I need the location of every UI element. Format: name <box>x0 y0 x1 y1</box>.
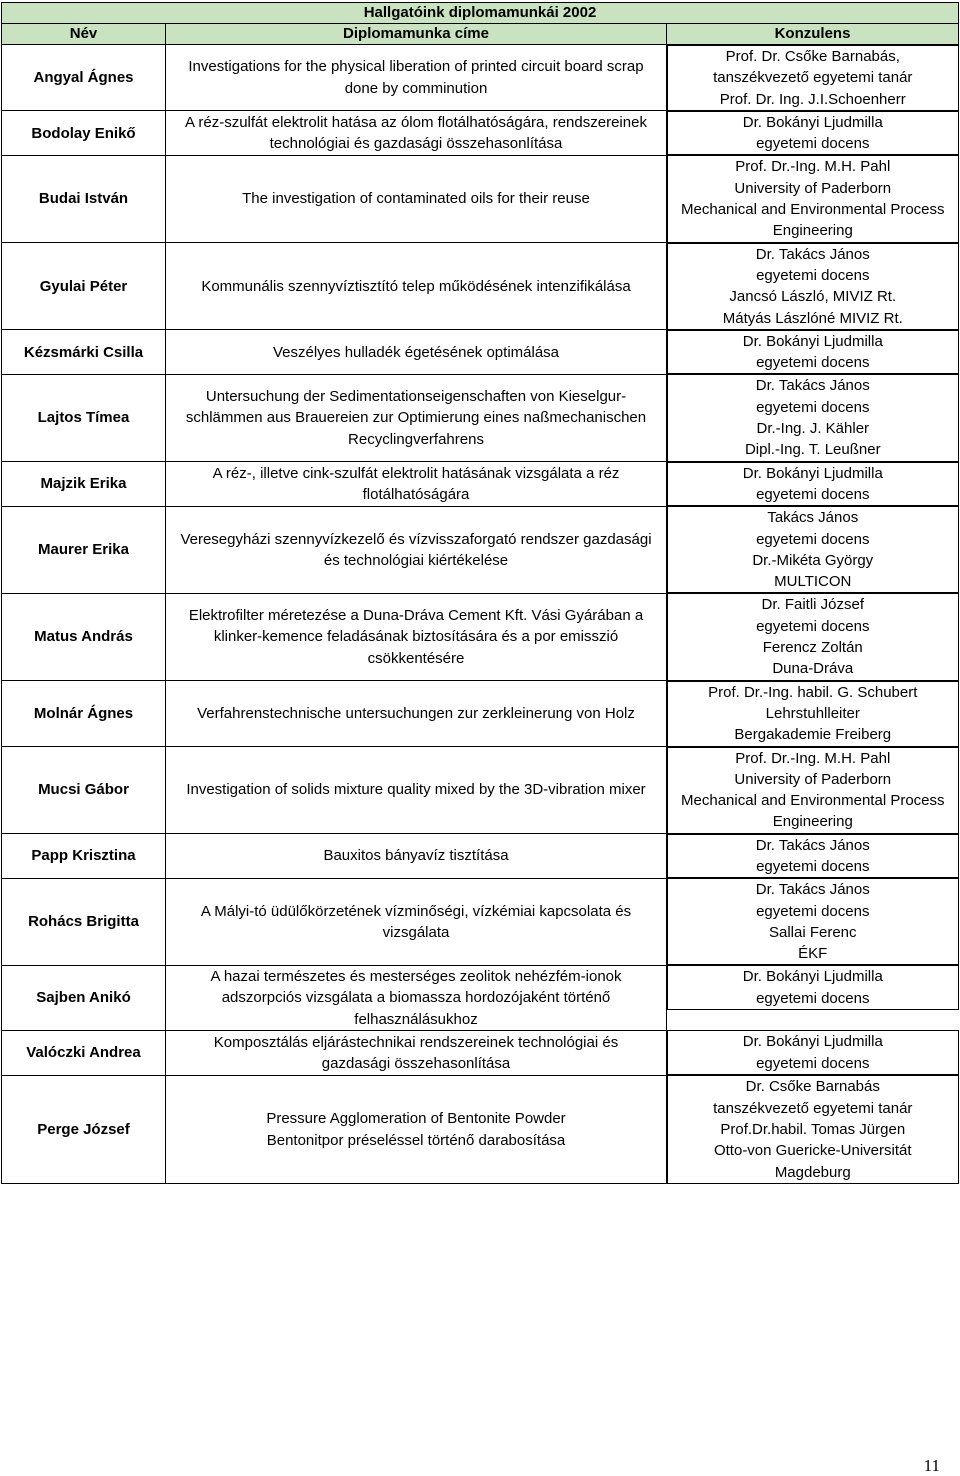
table-header-row <box>2 24 959 45</box>
thesis-title: Veresegyházi szennyvízkezelő és vízvisszaforgató rendszer gazdasági és technológiai kiértékelése <box>166 506 667 593</box>
thesis-table <box>1 2 959 1184</box>
student-name: Lajtos Tímea <box>2 374 166 461</box>
consultant-name: Dr. Bokányi Ljudmilla egyetemi docens <box>667 330 959 375</box>
student-name: Mucsi Gábor <box>2 747 166 834</box>
table-row <box>2 834 959 879</box>
table-row <box>2 506 959 593</box>
table-row <box>2 330 959 375</box>
table-row <box>2 462 959 507</box>
table-row <box>2 155 959 242</box>
table-row <box>2 374 959 461</box>
student-name: Matus András <box>2 593 166 680</box>
table-body <box>2 45 959 1184</box>
student-name: Gyulai Péter <box>2 243 166 330</box>
header-thesis: Diplomamunka címe <box>166 24 667 45</box>
thesis-title: A hazai természetes és mesterséges zeolitok nehézfém-ionok adszorpciós vizsgálata a biomassza hordozójaként történő felhasználásukhoz <box>166 965 667 1030</box>
table-row <box>2 1075 959 1183</box>
consultant-name: Dr. Faitli József egyetemi docens Ferencz Zoltán Duna-Dráva <box>667 593 959 680</box>
table-row <box>2 747 959 834</box>
student-name: Angyal Ágnes <box>2 45 166 111</box>
thesis-title: Untersuchung der Sedimentationseigenschaften von Kieselgur- schlämmen aus Brauereien zur Optimierung eines naßmechanischen Recyclingverfahrens <box>166 374 667 461</box>
thesis-title: The investigation of contaminated oils for their reuse <box>166 155 667 242</box>
table-row <box>2 965 959 1030</box>
student-name: Budai István <box>2 155 166 242</box>
student-name: Sajben Anikó <box>2 965 166 1030</box>
consultant-name: Dr. Bokányi Ljudmilla egyetemi docens <box>667 965 959 1010</box>
table-row <box>2 45 959 111</box>
student-name: Perge József <box>2 1075 166 1183</box>
table-row <box>2 243 959 330</box>
thesis-title: Kommunális szennyvíztisztító telep működésének intenzifikálása <box>166 243 667 330</box>
consultant-name: Dr. Takács János egyetemi docens Sallai Ferenc ÉKF <box>667 878 959 965</box>
student-name: Majzik Erika <box>2 462 166 507</box>
header-name: Név <box>2 24 166 45</box>
student-name: Molnár Ágnes <box>2 681 166 747</box>
thesis-title: Verfahrenstechnische untersuchungen zur zerkleinerung von Holz <box>166 681 667 747</box>
consultant-name: Dr. Bokányi Ljudmilla egyetemi docens <box>667 111 959 156</box>
thesis-title: A réz-, illetve cink-szulfát elektrolit hatásának vizsgálata a réz flotálhatóságára <box>166 462 667 507</box>
consultant-name: Dr. Takács János egyetemi docens <box>667 834 959 879</box>
consultant-name: Prof. Dr. Csőke Barnabás, tanszékvezető egyetemi tanár Prof. Dr. Ing. J.I.Schoenherr <box>667 45 959 111</box>
consultant-name: Takács János egyetemi docens Dr.-Mikéta György MULTICON <box>667 506 959 593</box>
table-row <box>2 111 959 156</box>
thesis-title: Pressure Agglomeration of Bentonite Powder Bentonitpor préseléssel történő darabosítása <box>166 1075 667 1183</box>
student-name: Kézsmárki Csilla <box>2 330 166 375</box>
consultant-name: Prof. Dr.-Ing. M.H. Pahl University of Paderborn Mechanical and Environmental Process Engineering <box>667 747 959 834</box>
thesis-title: Investigations for the physical liberation of printed circuit board scrap done by comminution <box>166 45 667 111</box>
consultant-name: Dr. Csőke Barnabás tanszékvezető egyetemi tanár Prof.Dr.habil. Tomas Jürgen Otto-von Guericke-Universitát Magdeburg <box>667 1075 959 1183</box>
header-consultant: Konzulens <box>667 24 959 45</box>
table-row <box>2 878 959 965</box>
consultant-name: Prof. Dr.-Ing. M.H. Pahl University of Paderborn Mechanical and Environmental Process Engineering <box>667 155 959 242</box>
student-name: Papp Krisztina <box>2 834 166 879</box>
table-row <box>2 593 959 680</box>
table-title-row <box>2 3 959 24</box>
page-number: 11 <box>923 1456 940 1475</box>
consultant-name: Dr. Bokányi Ljudmilla egyetemi docens <box>667 462 959 507</box>
student-name: Valóczki Andrea <box>2 1030 166 1075</box>
student-name: Rohács Brigitta <box>2 878 166 965</box>
thesis-title: A Mályi-tó üdülőkörzetének vízminőségi, vízkémiai kapcsolata és vizsgálata <box>166 878 667 965</box>
table-row <box>2 681 959 747</box>
thesis-title: Investigation of solids mixture quality mixed by the 3D-vibration mixer <box>166 747 667 834</box>
thesis-title: Bauxitos bányavíz tisztítása <box>166 834 667 879</box>
consultant-name: Dr. Takács János egyetemi docens Dr.-Ing. J. Kähler Dipl.-Ing. T. Leußner <box>667 374 959 461</box>
thesis-title: Veszélyes hulladék égetésének optimálása <box>166 330 667 375</box>
table-row <box>2 1030 959 1075</box>
consultant-name: Dr. Bokányi Ljudmilla egyetemi docens <box>667 1030 959 1075</box>
thesis-title: Elektrofilter méretezése a Duna-Dráva Cement Kft. Vási Gyárában a klinker-kemence feladásának biztosítására és a por emisszió csökkentésére <box>166 593 667 680</box>
student-name: Maurer Erika <box>2 506 166 593</box>
thesis-title: Komposztálás eljárástechnikai rendszereinek technológiai és gazdasági összehasonlítása <box>166 1030 667 1075</box>
consultant-name: Dr. Takács János egyetemi docens Jancsó László, MIVIZ Rt. Mátyás Lászlóné MIVIZ Rt. <box>667 243 959 330</box>
table-title: Hallgatóink diplomamunkái 2002 <box>2 3 959 24</box>
student-name: Bodolay Enikő <box>2 111 166 156</box>
consultant-name: Prof. Dr.-Ing. habil. G. Schubert Lehrstuhlleiter Bergakademie Freiberg <box>667 681 959 747</box>
thesis-title: A réz-szulfát elektrolit hatása az ólom flotálhatóságára, rendszereinek technológiai és gazdasági összehasonlítása <box>166 111 667 156</box>
